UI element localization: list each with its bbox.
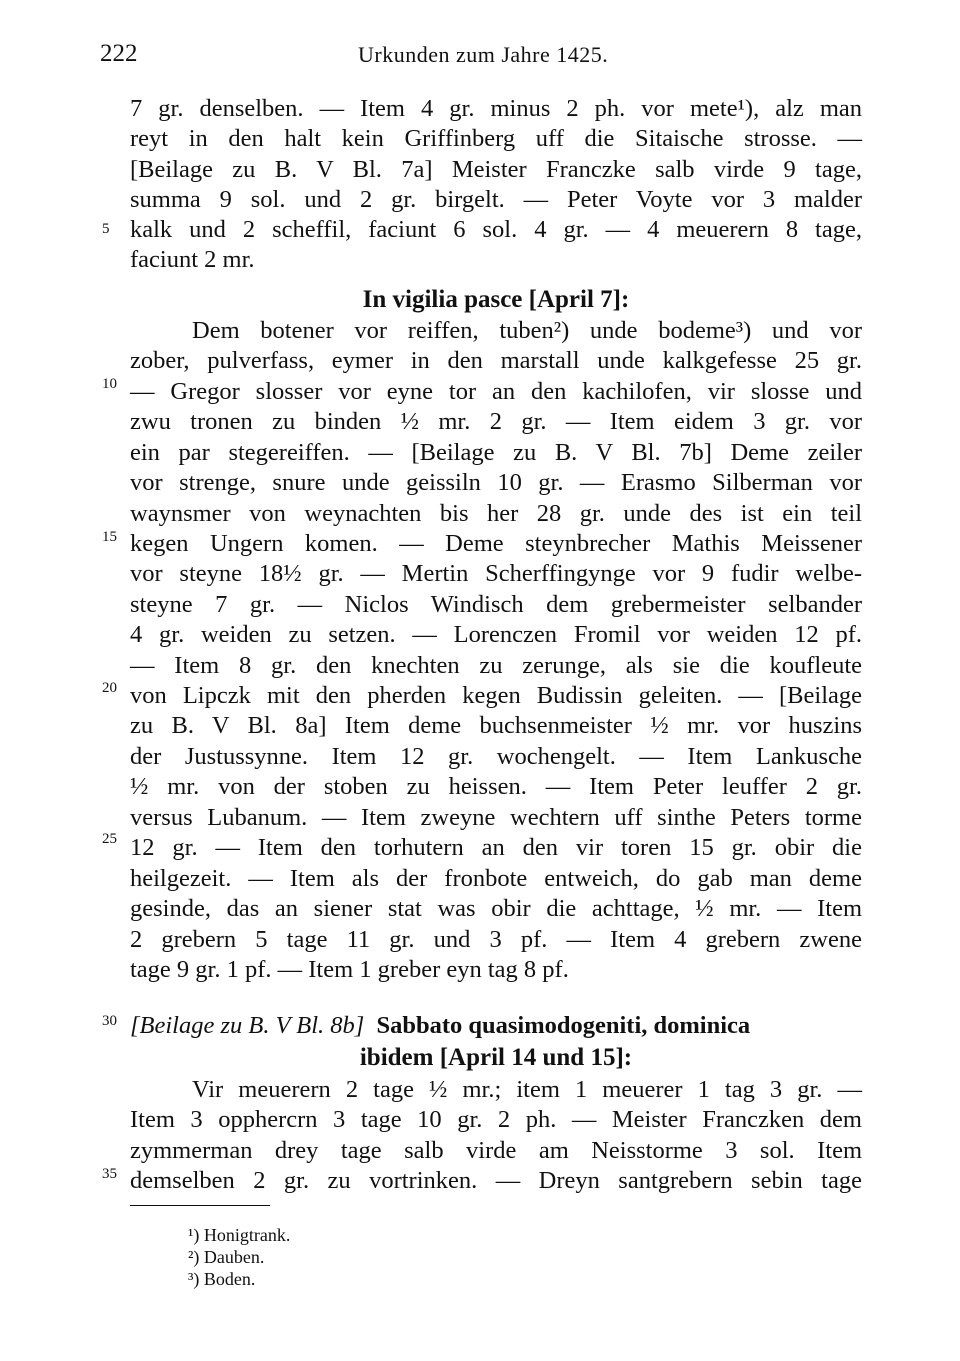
line-number-10: 10 [102,376,117,392]
footnote-1: ¹) Honigtrank. [188,1225,291,1245]
footnote-3: ³) Boden. [188,1269,256,1289]
text-line: [Beilage zu B. V Bl. 7a] Meister Franczke salb virde 9 tage, [130,156,862,183]
text-line: ½ mr. von der stoben zu heissen. — Item Peter leuffer 2 gr. [130,773,862,800]
text-line: kalk und 2 scheffil, faciunt 6 sol. 4 gr. — 4 meuerern 8 tage, [130,216,862,243]
text-line: steyne 7 gr. — Niclos Windisch dem grebermeister selbander [130,591,862,618]
text-line: gesinde, das an siener stat was obir die achttage, ½ mr. — Item [130,895,862,922]
text-line: — Item 8 gr. den knechten zu zerunge, als sie die koufleute [130,652,862,679]
text-line: kegen Ungern komen. — Deme steynbrecher Mathis Meissener [130,530,862,557]
line-number-35: 35 [102,1166,117,1182]
text-line: 7 gr. denselben. — Item 4 gr. minus 2 ph. vor mete¹), alz man [130,95,862,122]
text-line: vor steyne 18½ gr. — Mertin Scherffingynge vor 9 fudir welbe- [130,560,862,587]
text-line: zymmerman drey tage salb virde am Neisstorme 3 sol. Item [130,1137,862,1164]
beilage-reference: [Beilage zu B. V Bl. 8b] [130,1012,365,1039]
section-heading-2 [130,1011,862,1041]
text-line: versus Lubanum. — Item zweyne wechtern uff sinthe Peters torme [130,804,862,831]
text-line: tage 9 gr. 1 pf. — Item 1 greber eyn tag 8 pf. [130,956,569,983]
footnote-divider [130,1205,270,1206]
line-number-30: 30 [102,1013,117,1029]
running-title: Urkunden zum Jahre 1425. [358,42,609,67]
text-line: reyt in den halt kein Griffinberg uff die Sitaische strosse. — [130,125,862,152]
text-line: ein par stegereiffen. — [Beilage zu B. V Bl. 7b] Deme zeiler [130,439,862,466]
text-line: 2 grebern 5 tage 11 gr. und 3 pf. — Item 4 grebern zwene [130,926,862,953]
text-line: faciunt 2 mr. [130,246,255,273]
line-number-5: 5 [102,221,110,237]
text-line: 12 gr. — Item den torhutern an den vir toren 15 gr. obir die [130,834,862,861]
text-line: Item 3 opphercrn 3 tage 10 gr. 2 ph. — Meister Franczken dem [130,1106,862,1133]
footnote-2: ²) Dauben. [188,1247,265,1267]
line-number-25: 25 [102,831,117,847]
page-number: 222 [100,40,138,67]
text-line: summa 9 sol. und 2 gr. birgelt. — Peter Voyte vor 3 malder [130,186,862,213]
text-line: vor strenge, snure unde geissiln 10 gr. — Erasmo Silberman vor [130,469,862,496]
line-number-20: 20 [102,680,117,696]
text-line: — Gregor slosser vor eyne tor an den kachilofen, vir slosse und [130,378,862,405]
text-line: der Justussynne. Item 12 gr. wochengelt. — Item Lankusche [130,743,862,770]
text-line: zu B. V Bl. 8a] Item deme buchsenmeister ½ mr. vor huszins [130,712,862,739]
text-line: heilgezeit. — Item als der fronbote entweich, do gab man deme [130,865,862,892]
text-line: von Lipczk mit den pherden kegen Budissin geleiten. — [Beilage [130,682,862,709]
line-number-15: 15 [102,529,117,545]
heading-title: Sabbato quasimodogeniti, dominica [376,1012,751,1039]
section-heading: In vigilia pasce [April 7]: [362,286,630,313]
heading-title-continued: ibidem [April 14 und 15]: [359,1044,633,1071]
text-line: Dem botener vor reiffen, tuben²) unde bodeme³) und vor [192,317,862,344]
page-header [100,40,870,76]
text-line: demselben 2 gr. zu vortrinken. — Dreyn santgrebern sebin tage [130,1167,862,1194]
text-line: waynsmer von weynachten bis her 28 gr. unde des ist ein teil [130,500,862,527]
text-line: 4 gr. weiden zu setzen. — Lorenczen Fromil vor weiden 12 pf. [130,621,862,648]
text-line: zober, pulverfass, eymer in den marstall unde kalkgefesse 25 gr. [130,347,862,374]
text-line: Vir meuerern 2 tage ½ mr.; item 1 meuerer 1 tag 3 gr. — [192,1076,862,1103]
text-line: zwu tronen zu binden ½ mr. 2 gr. — Item eidem 3 gr. vor [130,408,862,435]
